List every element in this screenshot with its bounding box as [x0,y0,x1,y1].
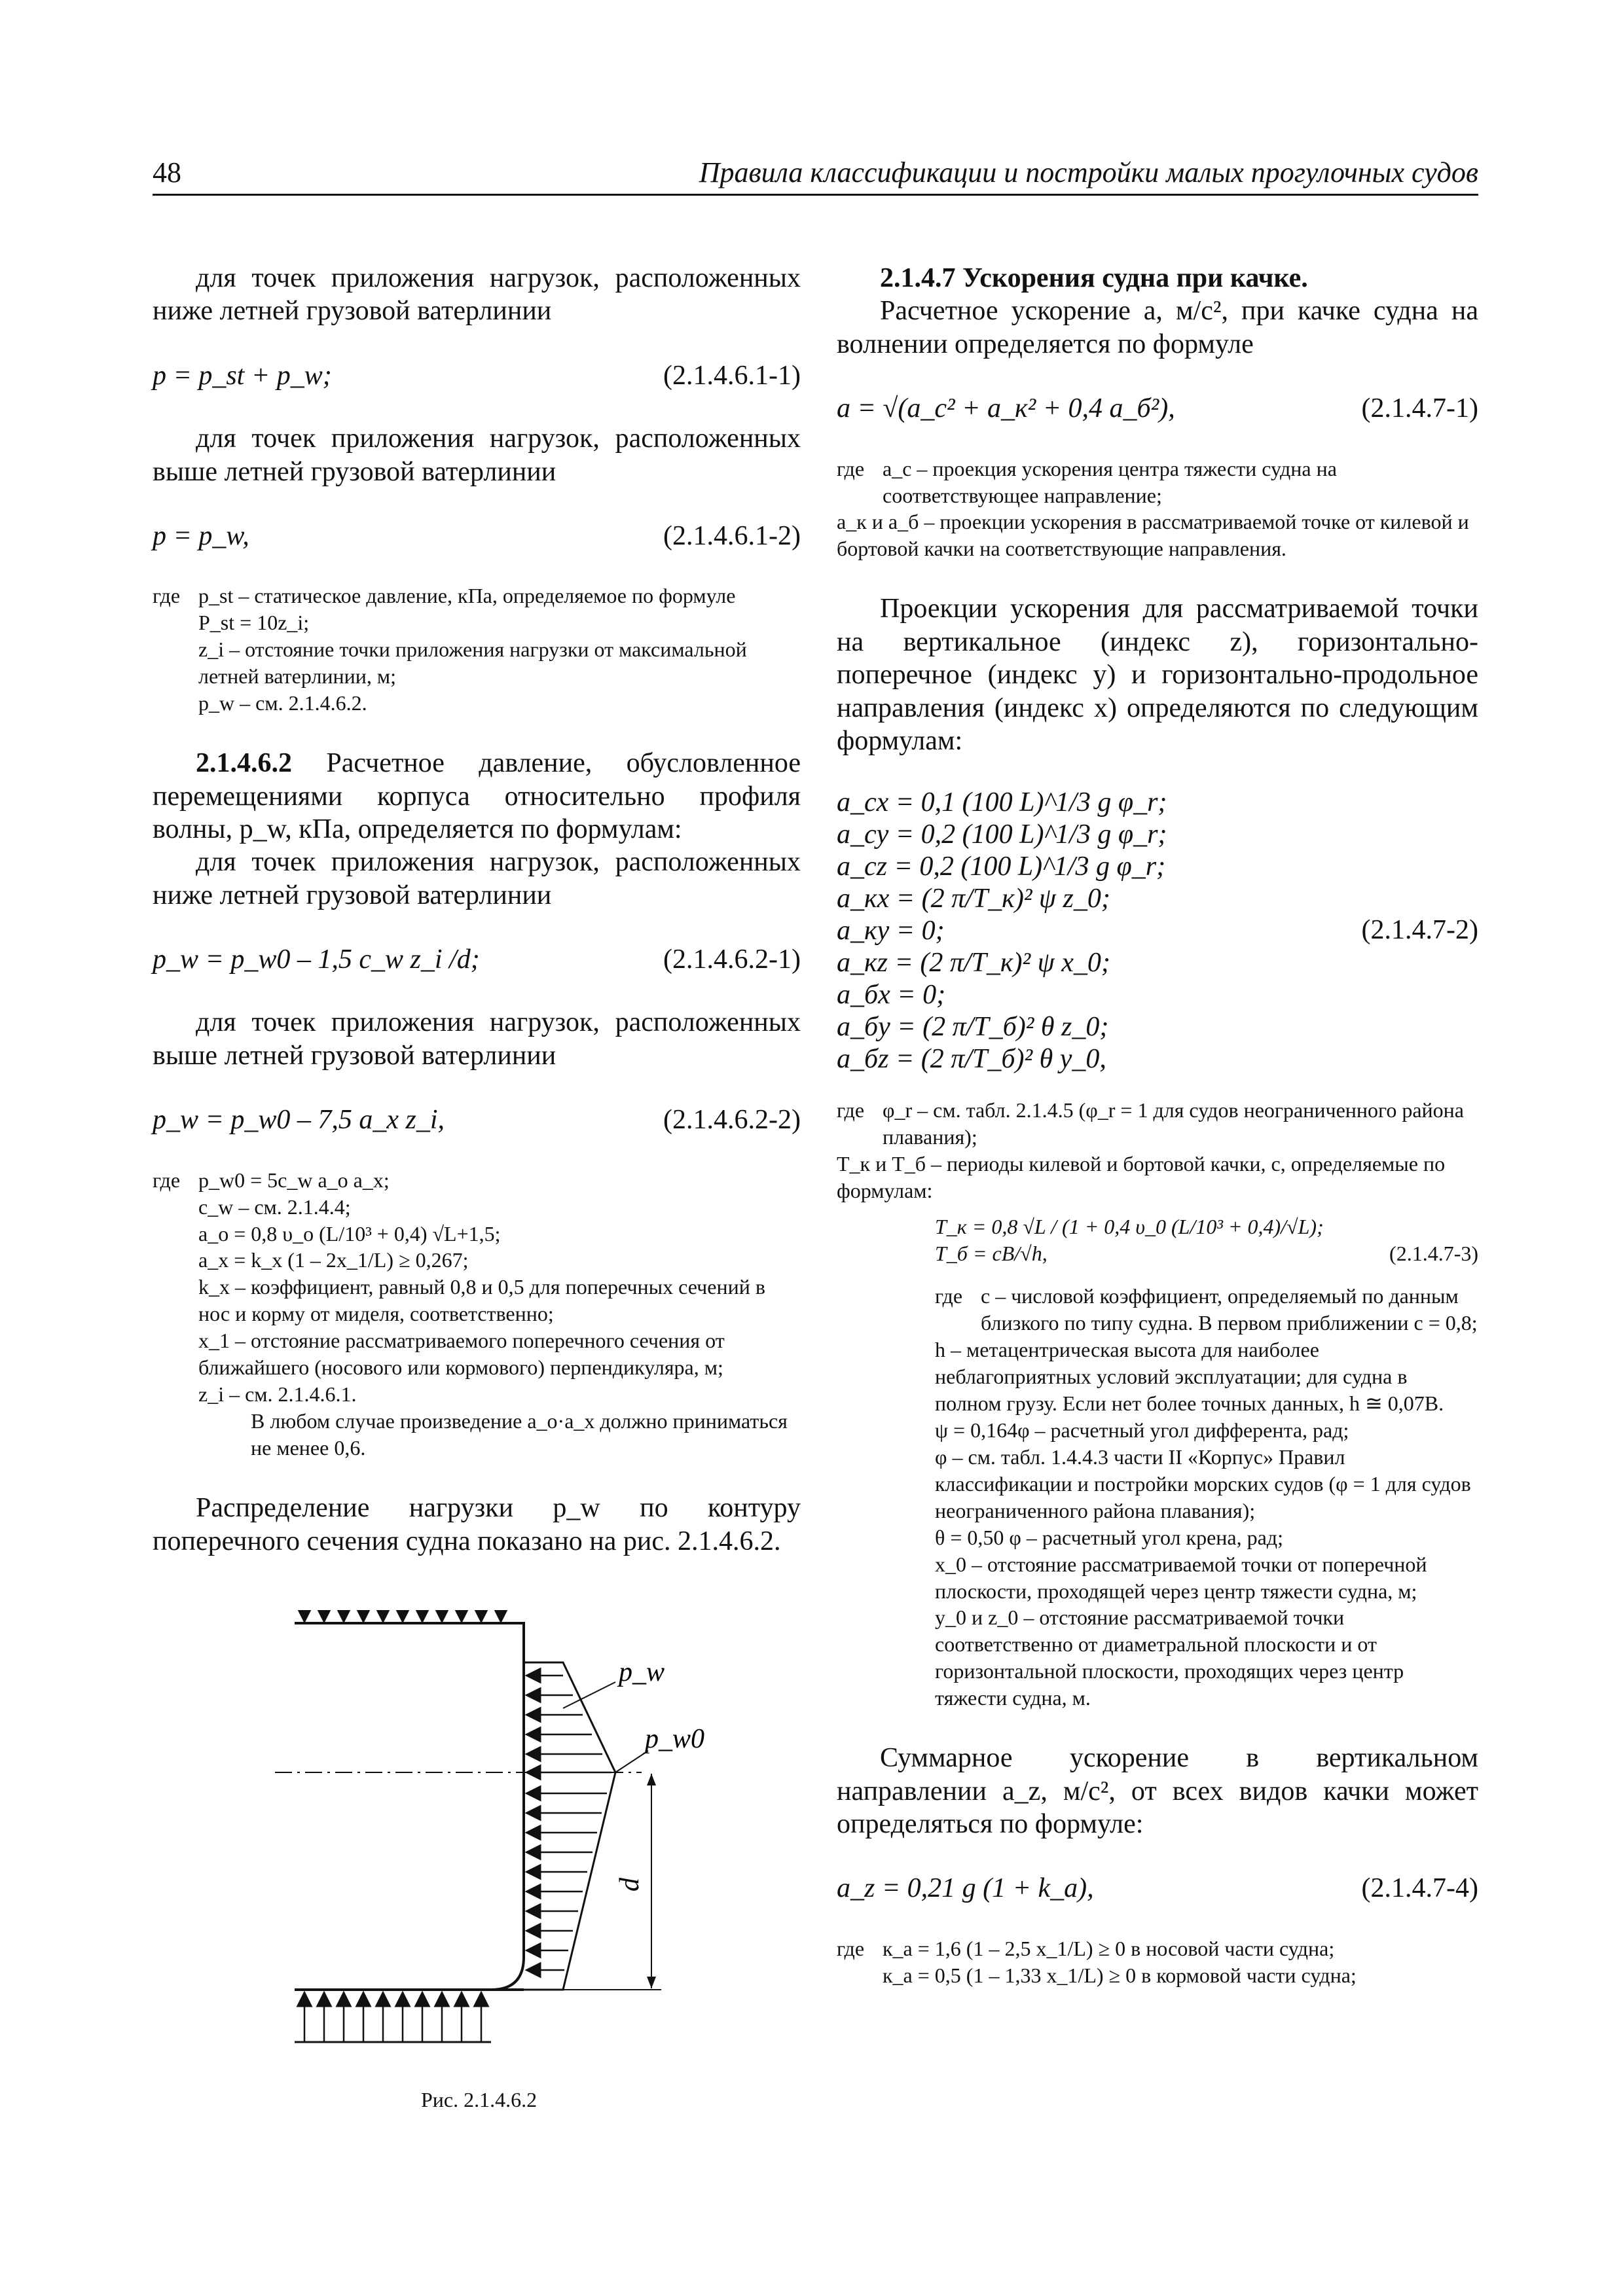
formula-number: (2.1.4.6.1-1) [663,360,801,391]
where-item: a_o = 0,8 υ_o (L/10³ + 0,4) √L+1,5; [198,1221,501,1246]
section-number: 2.1.4.6.2 [196,748,292,779]
formula-number: (2.1.4.6.1-2) [663,520,801,551]
formula-expression: p = p_w, [153,520,249,551]
where-list [837,1097,1478,1712]
section-text: Расчетное давление, обусловленное перемещениями корпуса относительно профиля волны, p_w, кПа, определяется по формулам: [153,748,801,844]
where-item: ψ = 0,164φ – расчетный угол дифферента, рад; [935,1418,1349,1442]
where-item: p_w – см. 2.1.4.6.2. [198,691,367,715]
paragraph: для точек приложения нагрузок, расположенных выше летней грузовой ватерлинии [153,1007,801,1071]
formula-pair [935,1213,1478,1267]
figure-caption: Рис. 2.1.4.6.2 [421,2088,538,2111]
where-item: c_w – см. 2.1.4.4; [198,1194,351,1219]
formula-number: (2.1.4.6.2-1) [663,944,801,975]
where-item: y_0 и z_0 – отстояние рассматриваемой точки соответственно от диаметральной плоскости и от горизонтальной плоскости, проходящих через центр тяжести судна, м. [935,1605,1404,1710]
formula-number: (2.1.4.7-2) [1361,915,1478,946]
paragraph: для точек приложения нагрузок, расположенных выше летней грузовой ватерлинии [153,423,801,487]
where-item: c – числовой коэффициент, определяемый по данным близкого по типу судна. В первом приближении c = 0,8; [981,1284,1478,1335]
formula [837,392,1478,425]
formula-number: (2.1.4.6.2-2) [663,1105,801,1136]
formula-expression: p = p_st + p_w; [153,360,332,391]
paragraph: Проекции ускорения для рассматриваемой точки на вертикальное (индекс z), горизонтально-поперечное (индекс y) и горизонтально-продольное направления (индекс x) определяются по следующим формулам: [837,594,1478,756]
formula-expression: T_б = cB/√h, [935,1242,1048,1266]
formula-expression: p_w = p_w0 – 1,5 c_w z_i /d; [153,944,480,975]
right-column [837,262,1478,1989]
formula-expression: T_к = 0,8 √L / (1 + 0,4 υ_0 (L/10³ + 0,4)/√L); [935,1215,1324,1239]
formula-number: (2.1.4.7-4) [1361,1873,1478,1904]
where-item: x_1 – отстояние рассматриваемого поперечного сечения от ближайшего (носового или кормового) перпендикуляра, м; [198,1329,725,1380]
formula [837,1872,1478,1905]
formula [153,943,801,976]
where-label: где [935,1284,963,1308]
equation: a_cx = 0,1 (100 L)^1/3 g φ_r; [837,787,1167,818]
where-item: к_a = 1,6 (1 – 2,5 x_1/L) ≥ 0 в носовой части судна; [883,1936,1335,1960]
formula-number: (2.1.4.7-3) [1389,1242,1478,1266]
where-item: x_0 – отстояние рассматриваемой точки от поперечной плоскости, проходящей через центр тяжести судна, м; [935,1552,1427,1603]
side-load-envelope [524,1662,615,1990]
paragraph: Распределение нагрузки p_w по контуру поперечного сечения судна показано на рис. 2.1.4.6.2. [153,1493,801,1556]
where-label: где [837,1098,865,1122]
label-d: d [615,1878,645,1892]
section-paragraph [153,747,801,846]
hull-diagram [275,1610,733,2068]
paragraph: для точек приложения нагрузок, расположенных ниже летней грузовой ватерлинии [153,263,801,327]
where-item: p_st – статическое давление, кПа, определяемое по формуле [198,584,736,608]
where-item: a_к и a_б – проекции ускорения в рассматриваемой точке от килевой и бортовой качки на соответствующие направления. [837,510,1469,561]
where-list [153,1167,801,1462]
where-list [153,583,801,717]
where-label: где [837,1936,865,1960]
where-item: h – метацентрическая высота для наиболее неблагоприятных условий эксплуатации; для судна в полном грузу. Если нет более точных данных, h ≅ 0,07B. [935,1337,1444,1415]
section-title: 2.1.4.7 Ускорения судна при качке. [880,263,1308,293]
equation: a_cy = 0,2 (100 L)^1/3 g φ_r; [837,819,1167,850]
equation: a_кy = 0; [837,916,945,946]
formula [153,520,801,552]
equation: a_бy = (2 π/T_б)² θ z_0; [837,1012,1109,1043]
where-item: k_x – коэффициент, равный 0,8 и 0,5 для поперечных сечений в нос и корму от миделя, соответственно; [198,1275,765,1326]
equation: a_кx = (2 π/T_к)² ψ z_0; [837,884,1110,914]
where-label: где [837,456,865,480]
where-sublist [935,1283,1478,1712]
where-item: φ – см. табл. 1.4.4.3 части II «Корпус» Правил классификации и постройки морских судов (φ = 1 для судов неограниченного района плавания); [935,1444,1471,1522]
formula [153,359,801,392]
hull-contour [295,1623,524,1990]
formula-expression: a_z = 0,21 g (1 + k_a), [837,1873,1094,1904]
where-item: p_w0 = 5c_w a_o a_x; [198,1168,390,1192]
header-rule [153,194,1478,196]
paragraph: Суммарное ускорение в вертикальном направлении a_z, м/с², от всех видов качки может определяться по формуле: [837,1743,1478,1840]
running-head: Правила классификации и постройки малых прогулочных судов [699,156,1478,188]
where-label: где [153,1168,181,1192]
formula [935,1240,1478,1267]
page-number: 48 [153,156,181,188]
where-list [837,456,1478,563]
equation: a_бx = 0; [837,980,946,1011]
where-item: P_st = 10z_i; [198,611,310,635]
hull-section-figure [275,1610,733,2072]
formula-expression: p_w = p_w0 – 7,5 a_x z_i, [153,1105,445,1136]
where-item: a_c – проекция ускорения центра тяжести судна на соответствующее направление; [883,456,1337,507]
where-item: φ_r – см. табл. 2.1.4.5 (φ_r = 1 для судов неограниченного района плавания); [883,1098,1464,1149]
paragraph: для точек приложения нагрузок, расположенных ниже летней грузовой ватерлинии [153,847,801,910]
bottom-load-arrows [304,1992,481,2042]
formula-number: (2.1.4.7-1) [1361,393,1478,424]
pw0-leader [615,1751,648,1772]
equation: a_бz = (2 π/T_б)² θ y_0, [837,1044,1106,1075]
where-list [837,1935,1478,1989]
formula-expression: a = √(a_c² + a_к² + 0,4 a_б²), [837,393,1175,424]
where-item: T_к и T_б – периоды килевой и бортовой качки, с, определяемые по формулам: [837,1152,1446,1203]
equation: a_кz = (2 π/T_к)² ψ x_0; [837,948,1110,978]
label-pw0: p_w0 [645,1724,705,1754]
where-item: В любом случае произведение a_o·a_x должно приниматься не менее 0,6. [251,1409,788,1460]
left-column [153,262,801,1558]
where-item: к_a = 0,5 (1 – 1,33 x_1/L) ≥ 0 в кормовой части судна; [883,1963,1357,1987]
label-pw: p_w [619,1657,665,1687]
where-label: где [153,584,181,608]
where-item: z_i – см. 2.1.4.6.1. [198,1382,357,1407]
top-load-arrows [304,1610,501,1622]
paragraph: Расчетное ускорение a, м/с², при качке судна на волнении определяется по формуле [837,296,1478,359]
where-item: θ = 0,50 φ – расчетный угол крена, рад; [935,1525,1283,1549]
equation-block [837,786,1478,1075]
equation: a_cz = 0,2 (100 L)^1/3 g φ_r; [837,852,1166,882]
where-item: a_x = k_x (1 – 2x_1/L) ≥ 0,267; [198,1248,469,1272]
formula [153,1103,801,1136]
where-item: z_i – отстояние точки приложения нагрузки от максимальной летней ватерлинии, м; [198,637,747,689]
side-load-arrows [526,1676,611,1970]
